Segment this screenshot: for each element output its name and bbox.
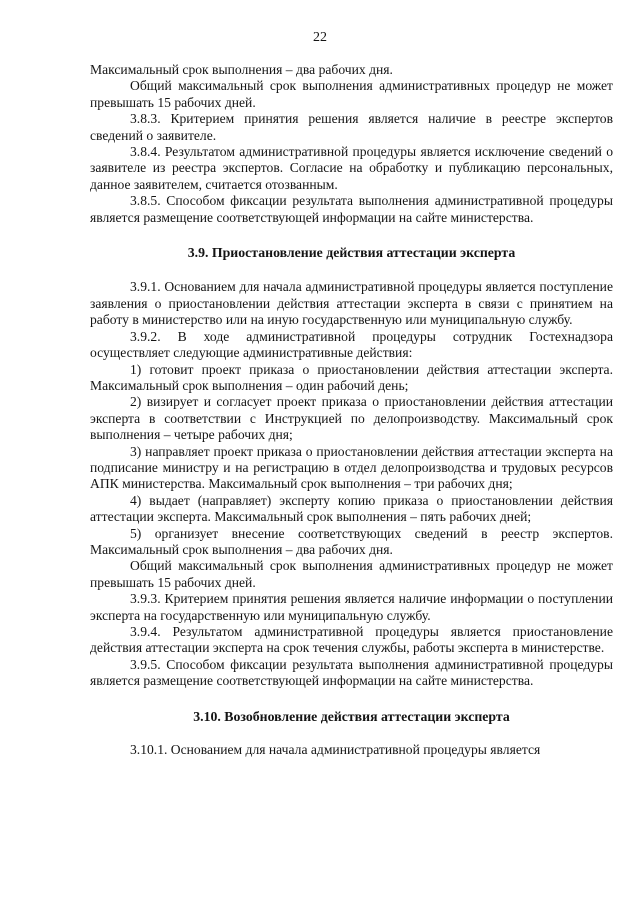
paragraph: 3.8.5. Способом фиксации результата выполнения административной процедуры является размещение соответствующей информации на сайте министерства. bbox=[90, 193, 613, 225]
paragraph: 3.9.1. Основанием для начала административной процедуры является поступление заявления о приостановлении действия аттестации эксперта в связи с принятием на работу в министерство или на иную государственную или муниципальную службу. bbox=[90, 279, 613, 328]
section-3-8-continuation bbox=[90, 62, 613, 226]
list-item: 2) визирует и согласует проект приказа о приостановлении действия аттестации эксперта в соответствии с Инструкцией по делопроизводству. Максимальный срок выполнения – четыре рабочих дня; bbox=[90, 394, 613, 443]
paragraph: 3.8.4. Результатом административной процедуры является исключение сведений о заявителе из реестра экспертов. Согласие на обработку и публикацию персональных, данное заявителем, считается отозванным. bbox=[90, 144, 613, 192]
section-3-9 bbox=[90, 279, 613, 689]
list-item: 4) выдает (направляет) эксперту копию приказа о приостановлении действия аттестации эксперта. Максимальный срок выполнения – пять рабочих дней; bbox=[90, 492, 613, 525]
list-item: 5) организует внесение соответствующих сведений в реестр экспертов. Максимальный срок выполнения – два рабочих дня. bbox=[90, 525, 613, 557]
section-3-10 bbox=[90, 742, 613, 758]
list-item: 1) готовит проект приказа о приостановлении действия аттестации эксперта. Максимальный срок выполнения – один рабочий день; bbox=[90, 361, 613, 393]
section-heading-3-10: 3.10. Возобновление действия аттестации эксперта bbox=[193, 708, 510, 724]
paragraph: Максимальный срок выполнения – два рабочих дня. bbox=[90, 62, 393, 77]
paragraph: 3.10.1. Основанием для начала административной процедуры является bbox=[130, 742, 541, 758]
paragraph: 3.9.3. Критерием принятия решения является наличие информации о поступлении эксперта на государственную или муниципальную службу. bbox=[90, 591, 613, 623]
list-item: 3) направляет проект приказа о приостановлении действия аттестации эксперта на подписание министру и на регистрацию в отдел делопроизводства и трудовых ресурсов АПК министерства. Максимальный срок выполнения – три рабочих дня; bbox=[90, 443, 613, 492]
page-number: 22 bbox=[313, 30, 327, 45]
paragraph: 3.9.2. В ходе административной процедуры сотрудник Гостехнадзора осуществляет следующие административные действия: bbox=[90, 328, 613, 361]
paragraph: Общий максимальный срок выполнения административных процедур не может превышать 15 рабочих дней. bbox=[90, 558, 613, 590]
paragraph: Общий максимальный срок выполнения административных процедур не может превышать 15 рабочих дней. bbox=[90, 78, 613, 110]
paragraph: 3.9.4. Результатом административной процедуры является приостановление действия аттестации эксперта на срок течения службы, работы эксперта в министерстве. bbox=[90, 624, 613, 656]
document-body bbox=[90, 62, 613, 758]
paragraph: 3.9.5. Способом фиксации результата выполнения административной процедуры является размещение соответствующей информации на сайте министерства. bbox=[90, 656, 613, 689]
paragraph: 3.8.3. Критерием принятия решения является наличие в реестре экспертов сведений о заявителе. bbox=[90, 111, 613, 143]
section-heading-3-9: 3.9. Приостановление действия аттестации эксперта bbox=[187, 245, 516, 261]
